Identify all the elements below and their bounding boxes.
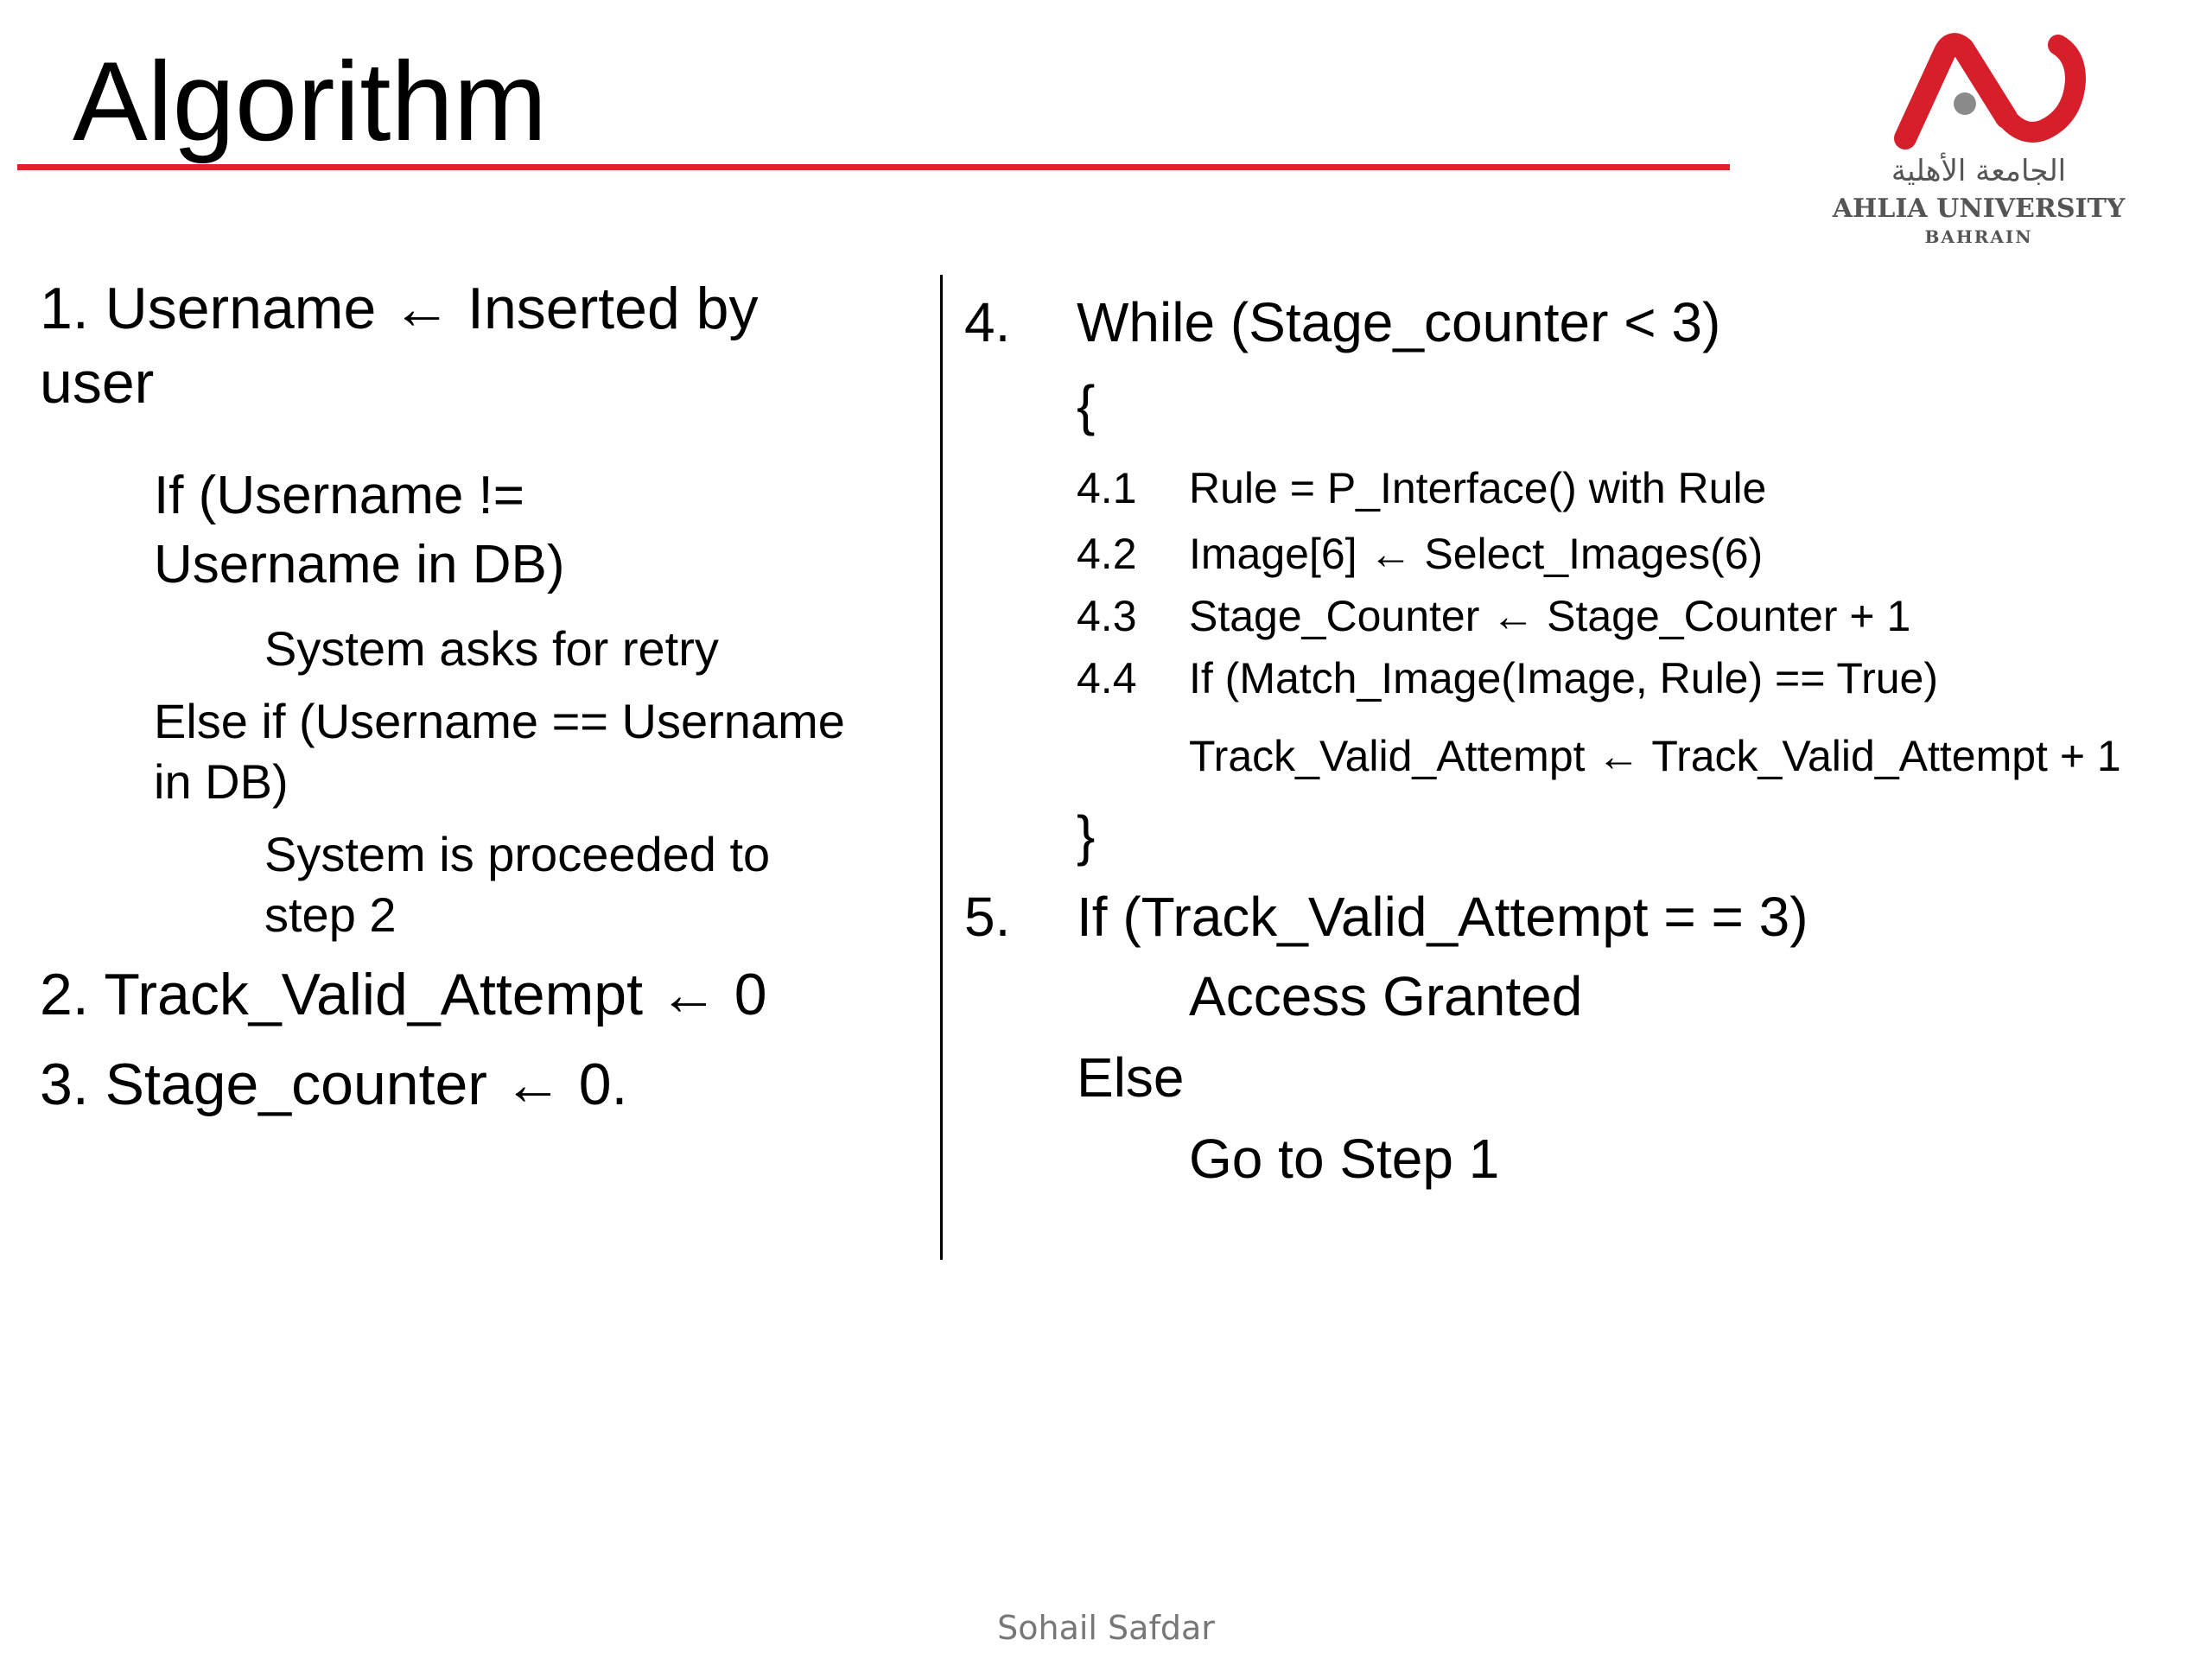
substep-4-2-number: 4.2 [1077, 530, 1137, 578]
substep-4-3-number: 4.3 [1077, 592, 1137, 640]
substep-4-3-text: Stage_Counter ← Stage_Counter + 1 [1189, 592, 1911, 640]
step-1-line-2: user [40, 350, 155, 416]
substep-4-4-number: 4.4 [1077, 654, 1137, 702]
logo-country: BAHRAIN [1924, 226, 2033, 247]
step-2: 2. Track_Valid_Attempt ← 0 [40, 962, 767, 1027]
open-brace: { [1077, 374, 1096, 436]
go-to-step-1: Go to Step 1 [1189, 1128, 1500, 1190]
else-if-line-1: Else if (Username == Username [154, 694, 845, 748]
slide-title: Algorithm [73, 38, 548, 164]
else-if-line-2: in DB) [154, 754, 289, 809]
proceed-line-1: System is proceeded to [264, 827, 771, 881]
title-underline [17, 164, 1730, 170]
step-5-if: If (Track_Valid_Attempt = = 3) [1077, 886, 1808, 948]
substep-4-4-text: If (Match_Image(Image, Rule) == True) [1189, 654, 1939, 702]
step-4-while: While (Stage_counter < 3) [1077, 291, 1721, 353]
else-keyword: Else [1077, 1046, 1185, 1109]
substep-4-1-text: Rule = P_Interface() with Rule [1189, 464, 1767, 512]
if-condition-line-2: Username in DB) [154, 535, 565, 594]
retry-statement: System asks for retry [264, 621, 719, 676]
logo-english-name: AHLIA UNIVERSITY [1832, 194, 2126, 224]
proceed-line-2: step 2 [264, 887, 397, 942]
column-divider [940, 275, 943, 1260]
footer-author: Sohail Safdar [997, 1609, 1215, 1647]
track-update: Track_Valid_Attempt ← Track_Valid_Attempt + 1 [1189, 732, 2121, 780]
step-3: 3. Stage_counter ← 0. [40, 1052, 628, 1117]
access-granted: Access Granted [1189, 965, 1583, 1027]
if-condition-line-1: If (Username != [154, 466, 524, 525]
university-logo [1823, 28, 2134, 261]
close-brace: } [1077, 804, 1096, 867]
logo-arabic-name: الجامعة الأهلية [1891, 154, 2067, 188]
step-1-line-1: 1. Username ← Inserted by [40, 276, 759, 341]
substep-4-2-text: Image[6] ← Select_Images(6) [1189, 530, 1764, 578]
step-5-number: 5. [964, 886, 1011, 948]
substep-4-1-number: 4.1 [1077, 464, 1137, 512]
step-4-number: 4. [964, 291, 1011, 353]
